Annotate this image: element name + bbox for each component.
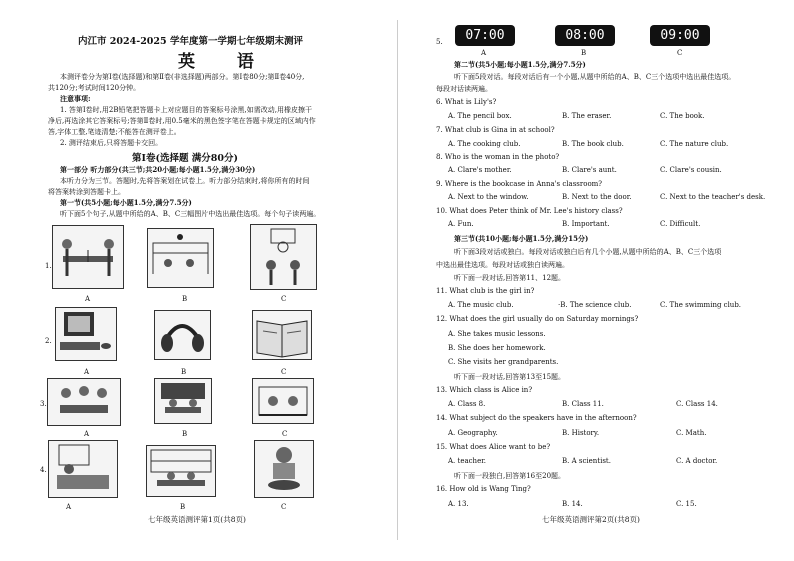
option-b[interactable]: B. History. [562, 429, 600, 437]
option-label: C [281, 295, 287, 303]
option-label: B [181, 368, 187, 376]
basketball-picture[interactable] [250, 224, 317, 290]
option-c[interactable]: C. 15. [676, 500, 697, 508]
ping-pong-picture[interactable] [52, 225, 124, 289]
option-b[interactable]: B. 14. [562, 500, 583, 508]
question-text: 15. What does Alice want to be? [436, 443, 551, 451]
section-desc: 听下面3段对话或独白。每段对话或独白后有几个小题,从题中所给的A、B、C三个选项 [454, 248, 722, 256]
option-a[interactable]: A. Class 8. [448, 400, 486, 408]
option-label: C [281, 368, 287, 376]
option-b[interactable]: ·B. The science club. [558, 301, 632, 309]
option-c[interactable]: C. Difficult. [660, 220, 701, 228]
option-a[interactable]: A. The music club. [448, 301, 514, 309]
clock-0800[interactable]: 08:00 [555, 25, 615, 46]
group-study-picture[interactable] [47, 378, 121, 426]
option-c[interactable]: C. She visits her grandparents. [448, 358, 559, 366]
section-heading: 第三节(共10小题;每小题1.5分,满分15分) [454, 234, 589, 243]
question-text: 9. Where is the bookcase in Anna's classroom? [436, 180, 603, 188]
volleyball-picture[interactable] [147, 228, 214, 288]
option-a[interactable]: A. Next to the window. [448, 193, 529, 201]
option-c[interactable]: C. Class 14. [676, 400, 718, 408]
right-page [400, 0, 794, 561]
computer-picture[interactable] [55, 307, 117, 361]
note-line: 1. 答第Ⅰ卷时,用2B铅笔把答题卡上对应题目的答案标号涂黑,如需改动,用橡皮擦干 [60, 106, 312, 114]
question-text: 11. What club is the girl in? [436, 287, 535, 295]
question-text: 6. What is Lily's? [436, 98, 497, 106]
option-label: A [84, 430, 90, 438]
option-b[interactable]: B. Important. [562, 220, 610, 228]
option-a[interactable]: A. Geography. [448, 429, 498, 437]
note-line: 2. 测评结束后,只将答题卡交回。 [60, 139, 163, 147]
section-title: 第Ⅰ卷(选择题 满分80分) [132, 153, 238, 164]
question-text: 14. What subject do the speakers have in the afternoon? [436, 414, 637, 422]
clock-0900[interactable]: 09:00 [650, 25, 710, 46]
intro-line: 共120分;考试时间120分钟。 [48, 84, 141, 92]
section-heading: 第二节(共5小题;每小题1.5分,满分7.5分) [454, 60, 586, 69]
eating-picture[interactable] [254, 440, 314, 498]
question-text: 13. Which class is Alice in? [436, 386, 533, 394]
option-label: B [581, 49, 587, 57]
option-label: B [182, 430, 188, 438]
option-b[interactable]: B. She does her homework. [448, 344, 546, 352]
option-b[interactable]: B. Class 11. [562, 400, 604, 408]
listen-instruction: 听下面一段对话,回答第11、12题。 [454, 274, 566, 282]
option-a[interactable]: A. She takes music lessons. [448, 330, 546, 338]
subject-title: 英 语 [178, 52, 272, 72]
note-line: 答,字体工整,笔迹清楚;不能答在测评卷上。 [48, 128, 181, 136]
option-a[interactable]: A. The cooking club. [448, 140, 521, 148]
option-b[interactable]: B. The book club. [562, 140, 624, 148]
option-c[interactable]: C. The book. [660, 112, 705, 120]
option-b[interactable]: B. Clare's aunt. [562, 166, 617, 174]
option-c[interactable]: C. The nature club. [660, 140, 729, 148]
option-label: A [66, 503, 72, 511]
option-b[interactable]: B. Next to the door. [562, 193, 632, 201]
clock-0700[interactable]: 07:00 [455, 25, 515, 46]
question-number: 5. [436, 38, 443, 46]
option-c[interactable]: C. Clare's cousin. [660, 166, 722, 174]
note-line: 净后,再选涂其它答案标号;答第Ⅱ卷时,用0.5毫米的黑色签字笔在答题卡规定的区域内作 [48, 117, 316, 125]
option-c[interactable]: C. Next to the teacher's desk. [660, 193, 766, 201]
section-heading: 第一节(共5小题;每小题1.5分,满分7.5分) [60, 198, 192, 207]
page-footer: 七年级英语测评第1页(共8页) [148, 515, 246, 524]
headphones-picture[interactable] [154, 310, 211, 360]
question-number: 2. [45, 337, 52, 345]
option-c[interactable]: C. Math. [676, 429, 707, 437]
bedroom-picture[interactable] [48, 440, 118, 498]
option-a[interactable]: A. 13. [448, 500, 469, 508]
option-a[interactable]: A. Fun. [448, 220, 474, 228]
option-label: B [180, 503, 186, 511]
classroom-picture[interactable] [154, 378, 212, 424]
question-text: 10. What does Peter think of Mr. Lee's history class? [436, 207, 623, 215]
option-label: A [481, 49, 487, 57]
option-a[interactable]: A. Clare's mother. [448, 166, 512, 174]
listen-instruction: 听下面一段对话,回答第13至15题。 [454, 373, 566, 381]
option-label: A [84, 368, 90, 376]
option-label: C [677, 49, 683, 57]
question-number: 1. [45, 262, 52, 270]
question-text: 8. Who is the woman in the photo? [436, 153, 560, 161]
option-b[interactable]: B. The eraser. [562, 112, 612, 120]
option-label: B [182, 295, 188, 303]
option-label: C [282, 430, 288, 438]
option-a[interactable]: A. teacher. [448, 457, 487, 465]
question-number: 3. [40, 400, 47, 408]
option-a[interactable]: A. The pencil box. [448, 112, 512, 120]
part-desc: 本听力分为三节。答题时,先将答案划在试卷上。听力部分结束时,将你所有的时间 [60, 177, 310, 185]
page-divider [397, 20, 398, 540]
option-c[interactable]: C. The swimming club. [660, 301, 742, 309]
exam-title: 内江市 2024-2025 学年度第一学期七年级期末测评 [78, 36, 303, 47]
page-footer: 七年级英语测评第2页(共8页) [542, 515, 640, 524]
library-picture[interactable] [146, 445, 216, 497]
option-c[interactable]: C. A doctor. [676, 457, 718, 465]
option-b[interactable]: B. A scientist. [562, 457, 611, 465]
question-text: 7. What club is Gina in at school? [436, 126, 555, 134]
section-desc: 听下面5段对话。每段对话后有一个小题,从题中所给的A、B、C三个选项中选出最佳选项。 [454, 73, 736, 81]
part-desc: 将答案转涂到答题卡上。 [48, 188, 125, 196]
question-text: 12. What does the girl usually do on Saturday mornings? [436, 315, 639, 323]
question-number: 4. [40, 466, 47, 474]
section-desc: 听下面5个句子,从题中所给的A、B、C三幅图片中选出最佳选项。每个句子读两遍。 [60, 210, 321, 218]
book-picture[interactable] [252, 310, 312, 360]
listen-instruction: 听下面一段独白,回答第16至20题。 [454, 472, 566, 480]
shopping-picture[interactable] [252, 378, 314, 424]
option-label: C [281, 503, 287, 511]
notes-heading: 注意事项: [60, 94, 91, 103]
option-label: A [85, 295, 91, 303]
question-text: 16. How old is Wang Ting? [436, 485, 531, 493]
section-desc: 每段对话读两遍。 [436, 85, 492, 93]
intro-line: 本测评卷分为第Ⅰ卷(选择题)和第Ⅱ卷(非选择题)两部分。第Ⅰ卷80分;第Ⅱ卷40分, [60, 73, 305, 81]
part-heading: 第一部分 听力部分(共三节;共20小题;每小题1.5分,满分30分) [60, 165, 256, 174]
section-desc: 中选出最佳选项。每段对话或独白读两遍。 [436, 261, 569, 269]
